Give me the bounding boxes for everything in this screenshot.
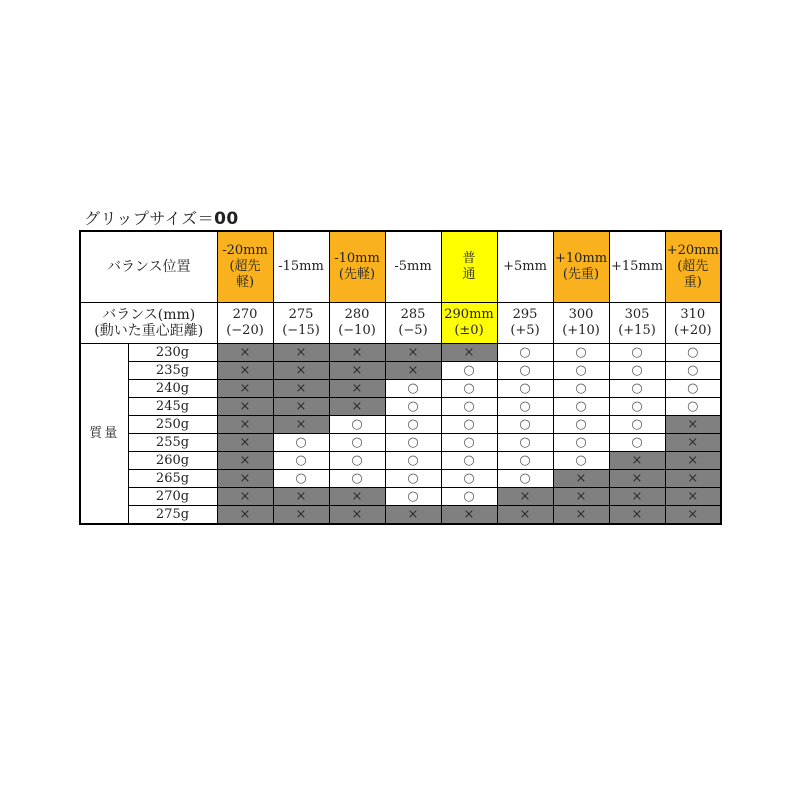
compatible-cell: ○ bbox=[273, 434, 329, 452]
incompatible-cell: × bbox=[329, 344, 385, 362]
compatible-cell: ○ bbox=[441, 362, 497, 380]
table-row bbox=[80, 398, 721, 416]
incompatible-cell: × bbox=[665, 452, 721, 470]
compatible-cell: ○ bbox=[497, 344, 553, 362]
balance-mm-header-6 bbox=[553, 303, 609, 344]
compatible-cell: ○ bbox=[665, 344, 721, 362]
balance-position-text: -15mm bbox=[278, 259, 324, 274]
compatible-cell: ○ bbox=[497, 362, 553, 380]
title-text: グリップサイズ＝ bbox=[84, 209, 215, 228]
compatible-cell: ○ bbox=[553, 452, 609, 470]
balance-position-text: (超先 bbox=[677, 259, 709, 274]
compatible-cell: ○ bbox=[497, 380, 553, 398]
incompatible-cell: × bbox=[329, 362, 385, 380]
compatible-cell: ○ bbox=[609, 380, 665, 398]
balance-position-text: -10mm bbox=[334, 251, 380, 266]
balance-position-text: 軽) bbox=[235, 275, 255, 290]
table-row bbox=[80, 506, 721, 525]
balance-position-text: -20mm bbox=[222, 243, 268, 258]
table-row bbox=[80, 470, 721, 488]
compatible-cell: ○ bbox=[273, 470, 329, 488]
header-row-balance-position bbox=[80, 231, 721, 303]
balance-position-text: 重) bbox=[683, 275, 702, 290]
incompatible-cell: × bbox=[497, 506, 553, 525]
incompatible-cell: × bbox=[385, 362, 441, 380]
balance-mm-header-8 bbox=[665, 303, 721, 344]
balance-mm-header-1 bbox=[273, 303, 329, 344]
incompatible-cell: × bbox=[273, 398, 329, 416]
table-row bbox=[80, 380, 721, 398]
incompatible-cell: × bbox=[273, 506, 329, 525]
compatible-cell: ○ bbox=[441, 470, 497, 488]
weight-cell: 255g bbox=[128, 434, 217, 452]
compatible-cell: ○ bbox=[385, 488, 441, 506]
weight-cell: 265g bbox=[128, 470, 217, 488]
balance-mm-text: 275 bbox=[288, 307, 314, 322]
table-row bbox=[80, 452, 721, 470]
compatible-cell: ○ bbox=[441, 416, 497, 434]
weight-cell: 260g bbox=[128, 452, 217, 470]
compatible-cell: ○ bbox=[385, 470, 441, 488]
balance-position-text: -5mm bbox=[394, 259, 432, 274]
incompatible-cell: × bbox=[217, 452, 273, 470]
balance-mm-label-line2: (動いた重心距離) bbox=[94, 323, 204, 339]
incompatible-cell: × bbox=[217, 398, 273, 416]
incompatible-cell: × bbox=[441, 344, 497, 362]
compatible-cell: ○ bbox=[609, 416, 665, 434]
balance-mm-label-line1: バランス(mm) bbox=[102, 307, 196, 323]
balance-position-text: 通 bbox=[462, 267, 476, 282]
incompatible-cell: × bbox=[609, 488, 665, 506]
compatible-cell: ○ bbox=[497, 470, 553, 488]
incompatible-cell: × bbox=[665, 506, 721, 525]
incompatible-cell: × bbox=[329, 506, 385, 525]
incompatible-cell: × bbox=[497, 488, 553, 506]
incompatible-cell: × bbox=[609, 452, 665, 470]
balance-position-text: +10mm bbox=[554, 251, 608, 266]
compatible-cell: ○ bbox=[329, 416, 385, 434]
incompatible-cell: × bbox=[553, 488, 609, 506]
balance-position-text: +15mm bbox=[610, 259, 664, 274]
table-title bbox=[84, 206, 239, 229]
balance-mm-text: 285 bbox=[400, 307, 426, 322]
balance-mm-text: 305 bbox=[624, 307, 650, 322]
grip-size-value: 00 bbox=[214, 209, 239, 229]
balance-position-header-2 bbox=[329, 231, 385, 303]
incompatible-cell: × bbox=[217, 416, 273, 434]
compatible-cell: ○ bbox=[441, 398, 497, 416]
balance-position-header-7 bbox=[609, 231, 665, 303]
compatible-cell: ○ bbox=[273, 452, 329, 470]
balance-mm-header-3 bbox=[385, 303, 441, 344]
balance-mm-text: (±0) bbox=[454, 323, 484, 338]
weight-cell: 230g bbox=[128, 344, 217, 362]
compatible-cell: ○ bbox=[441, 380, 497, 398]
balance-mm-text: (+5) bbox=[510, 323, 540, 338]
balance-mm-header-5 bbox=[497, 303, 553, 344]
balance-position-header-4 bbox=[441, 231, 497, 303]
incompatible-cell: × bbox=[217, 362, 273, 380]
incompatible-cell: × bbox=[217, 344, 273, 362]
balance-mm-text: 310 bbox=[680, 307, 706, 322]
balance-position-header-3 bbox=[385, 231, 441, 303]
incompatible-cell: × bbox=[609, 470, 665, 488]
compatible-cell: ○ bbox=[385, 434, 441, 452]
incompatible-cell: × bbox=[217, 488, 273, 506]
weight-cell: 250g bbox=[128, 416, 217, 434]
balance-position-header-6 bbox=[553, 231, 609, 303]
weight-cell: 235g bbox=[128, 362, 217, 380]
balance-position-text: (先重) bbox=[562, 267, 600, 282]
compatible-cell: ○ bbox=[497, 416, 553, 434]
incompatible-cell: × bbox=[665, 488, 721, 506]
weight-cell: 270g bbox=[128, 488, 217, 506]
compatible-cell: ○ bbox=[609, 344, 665, 362]
balance-mm-text: 295 bbox=[512, 307, 538, 322]
incompatible-cell: × bbox=[665, 416, 721, 434]
balance-mm-text: (−10) bbox=[338, 323, 376, 338]
balance-weight-table bbox=[79, 230, 722, 525]
incompatible-cell: × bbox=[385, 506, 441, 525]
compatible-cell: ○ bbox=[497, 434, 553, 452]
compatible-cell: ○ bbox=[385, 380, 441, 398]
compatible-cell: ○ bbox=[497, 452, 553, 470]
incompatible-cell: × bbox=[665, 434, 721, 452]
compatible-cell: ○ bbox=[553, 398, 609, 416]
balance-position-header-8 bbox=[665, 231, 721, 303]
header-row-balance-mm bbox=[80, 303, 721, 344]
balance-mm-text: (+20) bbox=[673, 323, 712, 338]
compatible-cell: ○ bbox=[609, 434, 665, 452]
weight-cell: 245g bbox=[128, 398, 217, 416]
table-row bbox=[80, 434, 721, 452]
compatible-cell: ○ bbox=[553, 416, 609, 434]
compatible-cell: ○ bbox=[441, 434, 497, 452]
compatible-cell: ○ bbox=[329, 470, 385, 488]
incompatible-cell: × bbox=[217, 470, 273, 488]
balance-position-header-5 bbox=[497, 231, 553, 303]
compatible-cell: ○ bbox=[553, 434, 609, 452]
table-row bbox=[80, 416, 721, 434]
incompatible-cell: × bbox=[553, 470, 609, 488]
balance-mm-text: (+15) bbox=[618, 323, 656, 338]
balance-mm-text: (−5) bbox=[398, 323, 428, 338]
table-row bbox=[80, 488, 721, 506]
balance-position-text: (超先 bbox=[229, 259, 261, 274]
incompatible-cell: × bbox=[329, 488, 385, 506]
balance-mm-text: (+10) bbox=[562, 323, 600, 338]
compatible-cell: ○ bbox=[553, 380, 609, 398]
balance-mm-header-7 bbox=[609, 303, 665, 344]
compatible-cell: ○ bbox=[441, 452, 497, 470]
compatible-cell: ○ bbox=[665, 362, 721, 380]
incompatible-cell: × bbox=[441, 506, 497, 525]
compatible-cell: ○ bbox=[329, 434, 385, 452]
incompatible-cell: × bbox=[217, 506, 273, 525]
balance-position-label: バランス位置 bbox=[80, 231, 217, 303]
balance-mm-header-4 bbox=[441, 303, 497, 344]
incompatible-cell: × bbox=[329, 380, 385, 398]
compatible-cell: ○ bbox=[553, 362, 609, 380]
incompatible-cell: × bbox=[217, 380, 273, 398]
compatible-cell: ○ bbox=[553, 344, 609, 362]
compatible-cell: ○ bbox=[385, 452, 441, 470]
compatible-cell: ○ bbox=[385, 398, 441, 416]
table-row bbox=[80, 344, 721, 362]
incompatible-cell: × bbox=[273, 344, 329, 362]
balance-mm-text: (−20) bbox=[226, 323, 264, 338]
balance-mm-text: 270 bbox=[232, 307, 258, 322]
compatible-cell: ○ bbox=[609, 362, 665, 380]
compatible-cell: ○ bbox=[441, 488, 497, 506]
compatible-cell: ○ bbox=[497, 398, 553, 416]
incompatible-cell: × bbox=[665, 470, 721, 488]
incompatible-cell: × bbox=[385, 344, 441, 362]
compatible-cell: ○ bbox=[385, 416, 441, 434]
balance-position-header-1 bbox=[273, 231, 329, 303]
incompatible-cell: × bbox=[553, 506, 609, 525]
balance-mm-text: 300 bbox=[568, 307, 594, 322]
balance-position-header-0 bbox=[217, 231, 273, 303]
weight-cell: 275g bbox=[128, 506, 217, 525]
compatible-cell: ○ bbox=[665, 380, 721, 398]
incompatible-cell: × bbox=[217, 434, 273, 452]
balance-mm-text: 290mm bbox=[444, 307, 494, 322]
balance-mm-label bbox=[80, 303, 217, 344]
balance-mm-header-2 bbox=[329, 303, 385, 344]
balance-position-text: (先軽) bbox=[338, 267, 376, 282]
balance-mm-text: (−15) bbox=[282, 323, 320, 338]
weight-cell: 240g bbox=[128, 380, 217, 398]
incompatible-cell: × bbox=[273, 488, 329, 506]
compatible-cell: ○ bbox=[665, 398, 721, 416]
balance-position-text: +20mm bbox=[666, 243, 719, 258]
table-row bbox=[80, 362, 721, 380]
compatible-cell: ○ bbox=[329, 452, 385, 470]
incompatible-cell: × bbox=[273, 362, 329, 380]
balance-mm-text: 280 bbox=[344, 307, 370, 322]
incompatible-cell: × bbox=[609, 506, 665, 525]
compatible-cell: ○ bbox=[609, 398, 665, 416]
balance-position-text: +5mm bbox=[503, 259, 547, 274]
balance-mm-header-0 bbox=[217, 303, 273, 344]
mass-label: 質量 bbox=[80, 344, 128, 525]
balance-position-text: 普 bbox=[462, 251, 476, 266]
incompatible-cell: × bbox=[273, 380, 329, 398]
incompatible-cell: × bbox=[273, 416, 329, 434]
incompatible-cell: × bbox=[329, 398, 385, 416]
